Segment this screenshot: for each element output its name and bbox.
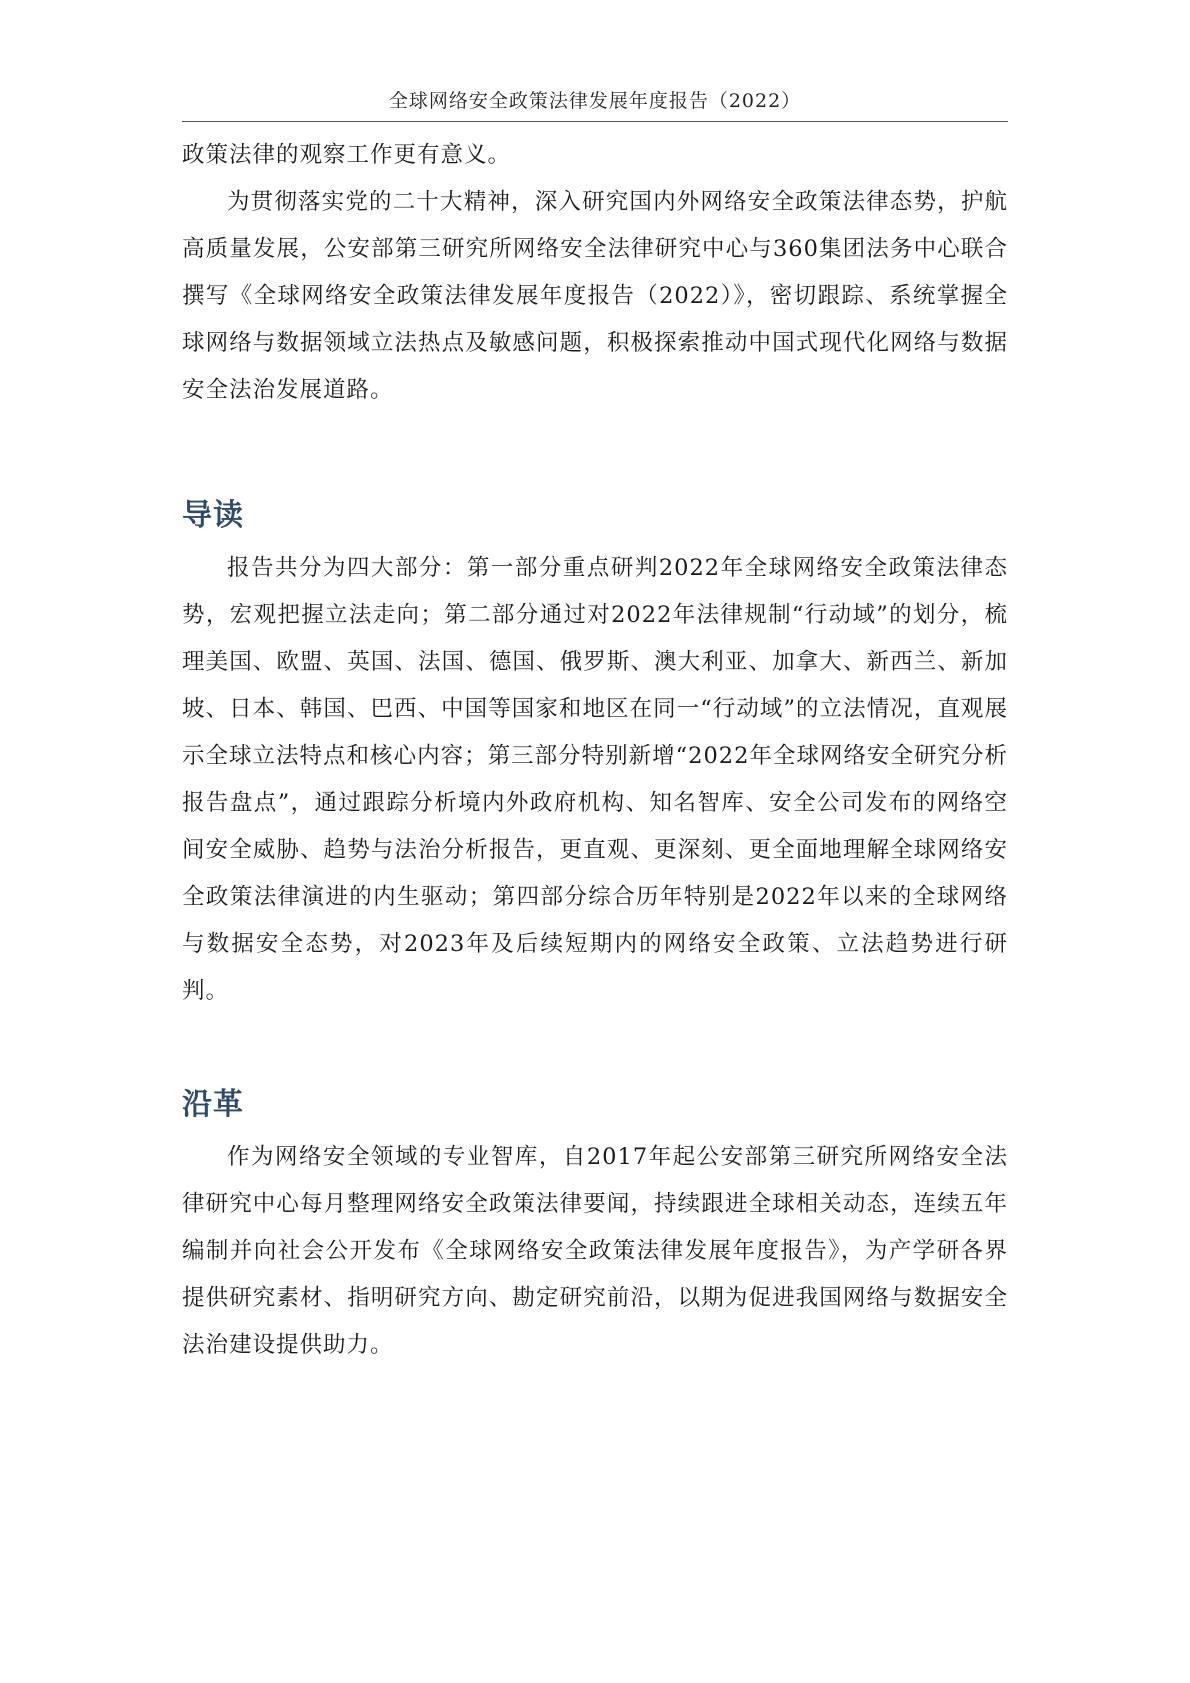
intro-paragraph: 为贯彻落实党的二十大精神，深入研究国内外网络安全政策法律态势，护航高质量发展，公安部第三研究所网络安全法律研究中心与360集团法务中心联合撰写《全球网络安全政策法律发展年度报告（2022）》，密切跟踪、系统掌握全球网络与数据领域立法热点及敏感问题，积极探索推动中国式现代化网络与数据安全法治发展道路。	[182, 189, 1008, 403]
guide-block	[182, 545, 1008, 1015]
history-paragraph: 作为网络安全领域的专业智库，自2017年起公安部第三研究所网络安全法律研究中心每月整理网络安全政策法律要闻，持续跟进全球相关动态，连续五年编制并向社会公开发布《全球网络安全政策法律发展年度报告》，为产学研各界提供研究素材、指明研究方向、勘定研究前沿，以期为促进我国网络与数据安全法治建设提供助力。	[182, 1144, 1008, 1358]
history-block	[182, 1134, 1008, 1369]
intro-block	[182, 132, 1008, 414]
header-divider	[182, 121, 1008, 122]
section-heading-history: 沿革	[182, 1087, 244, 1122]
guide-paragraph: 报告共分为四大部分：第一部分重点研判2022年全球网络安全政策法律态势，宏观把握立法走向；第二部分通过对2022年法律规制“行动域”的划分，梳理美国、欧盟、英国、法国、德国、俄罗斯、澳大利亚、加拿大、新西兰、新加坡、日本、韩国、巴西、中国等国家和地区在同一“行动域”的立法情况，直观展示全球立法特点和核心内容；第三部分特别新增“2022年全球网络安全研究分析报告盘点”，通过跟踪分析境内外政府机构、知名智库、安全公司发布的网络空间安全威胁、趋势与法治分析报告，更直观、更深刻、更全面地理解全球网络安全政策法律演进的内生驱动；第四部分综合历年特别是2022年以来的全球网络与数据安全态势，对2023年及后续短期内的网络安全政策、立法趋势进行研判。	[182, 555, 1008, 1004]
continuation-paragraph: 政策法律的观察工作更有意义。	[182, 142, 512, 168]
running-header: 全球网络安全政策法律发展年度报告（2022）	[388, 90, 802, 112]
section-heading-guide: 导读	[182, 498, 244, 533]
